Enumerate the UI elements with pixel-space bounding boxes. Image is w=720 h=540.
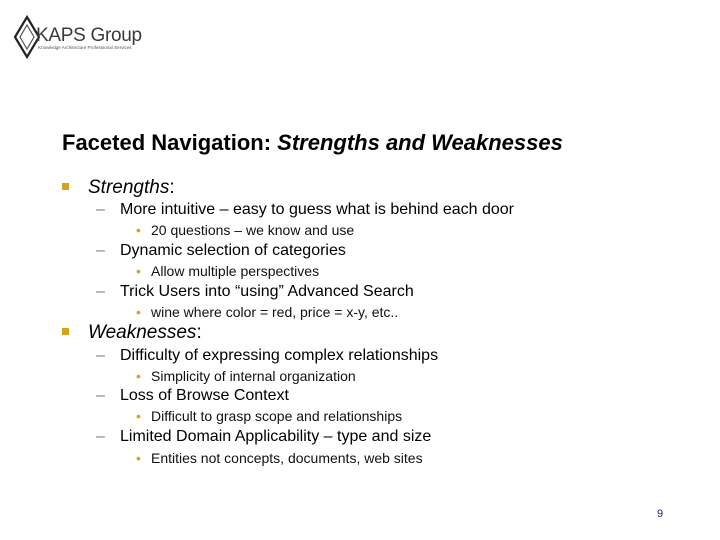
list-item-text: Limited Domain Applicability – type and size — [120, 428, 432, 445]
dot-bullet-icon: • — [136, 408, 141, 424]
sub-list-item-text: Allow multiple perspectives — [151, 263, 320, 279]
sub-list-item-text: 20 questions – we know and use — [151, 222, 355, 238]
list-item-text: Dynamic selection of categories — [120, 242, 346, 259]
list-item-text: Trick Users into “using” Advanced Search — [120, 283, 414, 300]
square-bullet-icon — [62, 328, 69, 335]
slide-title — [62, 130, 563, 156]
dot-bullet-icon: • — [136, 222, 141, 238]
list-item-text: More intuitive – easy to guess what is behind each door — [120, 201, 515, 218]
sub-list-item-text: wine where color = red, price = x-y, etc.. — [151, 304, 399, 320]
dot-bullet-icon: • — [136, 450, 141, 466]
dot-bullet-icon: • — [136, 263, 141, 279]
list-item-text: Difficulty of expressing complex relationships — [120, 347, 439, 364]
section-label: Weaknesses — [88, 322, 197, 343]
page-number: 9 — [657, 508, 664, 520]
dash-bullet-icon: – — [96, 283, 105, 300]
dash-bullet-icon: – — [96, 201, 105, 218]
slide-title-italic: Strengths and Weaknesses — [277, 130, 563, 155]
dash-bullet-icon: – — [96, 242, 105, 259]
dash-bullet-icon: – — [96, 428, 105, 445]
section-label: Strengths — [88, 177, 170, 198]
square-bullet-icon — [62, 183, 69, 190]
dot-bullet-icon: • — [136, 304, 141, 320]
list-item-text: Loss of Browse Context — [120, 387, 289, 404]
dash-bullet-icon: – — [96, 387, 105, 404]
kaps-group-logo — [12, 14, 152, 60]
sub-list-item-text: Entities not concepts, documents, web sites — [151, 450, 423, 466]
sub-list-item-text: Simplicity of internal organization — [151, 368, 356, 384]
logo-tagline: Knowledge Architecture Professional Services — [38, 45, 132, 50]
slide-title-main: Faceted Navigation: — [62, 130, 278, 155]
dash-bullet-icon: – — [96, 347, 105, 364]
logo-name: KAPS Group — [36, 25, 142, 46]
dot-bullet-icon: • — [136, 368, 141, 384]
sub-list-item-text: Difficult to grasp scope and relationships — [151, 408, 403, 424]
